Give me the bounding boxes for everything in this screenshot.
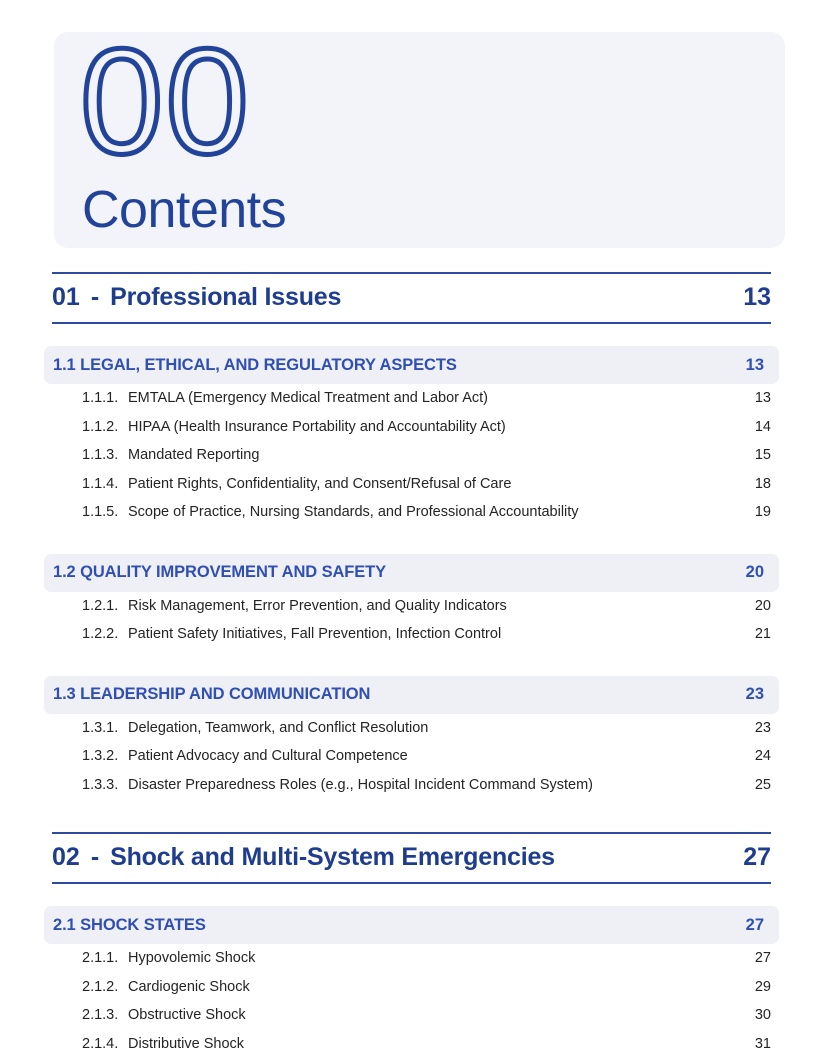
- subsection-row[interactable]: [82, 470, 771, 499]
- section-group: [0, 676, 823, 805]
- subsection-number: 1.1.2.: [82, 418, 119, 435]
- section-title: 2.1 SHOCK STATES: [53, 915, 206, 934]
- chapter-number: 02: [52, 843, 80, 871]
- subsection-list: [0, 714, 823, 800]
- subsection-title: Cardiogenic Shock: [128, 978, 250, 995]
- subsection-page-number: 21: [754, 626, 771, 642]
- subsection-number: 1.3.3.: [82, 776, 119, 793]
- section-page-number: 13: [745, 355, 764, 374]
- subsection-title: Delegation, Teamwork, and Conflict Resolution: [128, 719, 429, 736]
- subsection-title: HIPAA (Health Insurance Portability and Accountability Act): [128, 418, 506, 435]
- section-group: [0, 554, 823, 654]
- subsection-title: Disaster Preparedness Roles (e.g., Hospital Incident Command System): [128, 776, 593, 793]
- subsection-row[interactable]: [82, 1001, 771, 1030]
- subsection-title: Obstructive Shock: [128, 1007, 246, 1023]
- chapter-row[interactable]: [52, 832, 771, 884]
- subsection-row[interactable]: [82, 592, 771, 621]
- contents-hero-banner: [54, 17, 785, 248]
- subsection-title: Distributive Shock: [128, 1035, 245, 1052]
- chapter-title: Shock and Multi-System Emergencies: [110, 843, 555, 871]
- subsection-title: Patient Safety Initiatives, Fall Prevention, Infection Control: [128, 626, 502, 642]
- chapter-dash: -: [90, 283, 100, 311]
- subsection-page-number: 20: [754, 597, 771, 614]
- subsection-row[interactable]: [82, 413, 771, 442]
- section-header-row[interactable]: [44, 554, 779, 592]
- chapter-page-number: 27: [743, 843, 771, 871]
- subsection-number: 2.1.4.: [82, 1035, 119, 1052]
- section-page-number: 27: [745, 915, 764, 934]
- subsection-title: Patient Advocacy and Cultural Competence: [128, 748, 408, 764]
- subsection-number: 1.1.5.: [82, 504, 119, 520]
- subsection-number: 1.1.3.: [82, 447, 119, 463]
- chapter-label: [52, 283, 341, 312]
- subsection-page-number: 14: [754, 418, 771, 435]
- section-page-number: 20: [745, 563, 764, 581]
- subsection-page-number: 25: [754, 776, 771, 793]
- subsection-row[interactable]: [82, 384, 771, 413]
- section-page-number: 23: [745, 685, 764, 703]
- subsection-page-number: 31: [754, 1035, 771, 1052]
- subsection-number: 2.1.2.: [82, 978, 119, 995]
- section-group: [0, 346, 823, 532]
- subsection-row[interactable]: [82, 498, 771, 527]
- section-title: 1.3 LEADERSHIP AND COMMUNICATION: [53, 685, 371, 703]
- subsection-list: [0, 384, 823, 527]
- subsection-page-number: 18: [754, 475, 771, 492]
- subsection-page-number: 13: [754, 390, 771, 406]
- subsection-list: [0, 592, 823, 649]
- chapter-number: 01: [52, 283, 80, 311]
- subsection-page-number: 19: [754, 504, 771, 520]
- subsection-page-number: 27: [754, 950, 771, 966]
- subsection-list: [0, 944, 823, 1058]
- section-group: [0, 906, 823, 1063]
- section-header-row[interactable]: [44, 906, 779, 944]
- subsection-row[interactable]: [82, 973, 771, 1002]
- subsection-page-number: 15: [754, 447, 771, 463]
- subsection-number: 1.3.2.: [82, 748, 119, 764]
- subsection-number: 2.1.3.: [82, 1007, 119, 1023]
- chapter-label: [52, 843, 555, 872]
- chapter-title: Professional Issues: [110, 283, 342, 311]
- subsection-title: Mandated Reporting: [128, 447, 260, 463]
- page-title: Contents: [82, 181, 287, 239]
- subsection-row[interactable]: [82, 441, 771, 470]
- subsection-number: 1.3.1.: [82, 719, 119, 736]
- subsection-row[interactable]: [82, 771, 771, 800]
- chapter-block: [0, 832, 823, 1063]
- subsection-page-number: 29: [754, 978, 771, 995]
- subsection-title: Scope of Practice, Nursing Standards, and Professional Accountability: [128, 504, 579, 520]
- subsection-title: Hypovolemic Shock: [128, 950, 256, 966]
- subsection-number: 1.2.2.: [82, 626, 119, 642]
- subsection-title: Risk Management, Error Prevention, and Quality Indicators: [128, 597, 507, 614]
- subsection-number: 1.1.1.: [82, 390, 119, 406]
- subsection-number: 1.1.4.: [82, 475, 119, 492]
- subsection-page-number: 30: [754, 1007, 771, 1023]
- toc-list: [0, 272, 823, 1063]
- subsection-row[interactable]: [82, 742, 771, 771]
- subsection-number: 2.1.1.: [82, 950, 119, 966]
- subsection-number: 1.2.1.: [82, 597, 119, 614]
- chapter-row[interactable]: [52, 272, 771, 324]
- subsection-title: Patient Rights, Confidentiality, and Consent/Refusal of Care: [128, 475, 512, 492]
- section-title: 1.1 LEGAL, ETHICAL, AND REGULATORY ASPECTS: [53, 355, 457, 374]
- section-header-row[interactable]: [44, 676, 779, 714]
- subsection-page-number: 23: [754, 719, 771, 736]
- chapter-dash: -: [90, 843, 100, 871]
- subsection-row[interactable]: [82, 1030, 771, 1059]
- section-title: 1.2 QUALITY IMPROVEMENT AND SAFETY: [53, 563, 387, 581]
- subsection-row[interactable]: [82, 944, 771, 973]
- hero-chapter-number: 00: [80, 17, 251, 185]
- subsection-page-number: 24: [754, 748, 771, 764]
- chapter-page-number: 13: [743, 283, 771, 311]
- subsection-row[interactable]: [82, 714, 771, 743]
- subsection-row[interactable]: [82, 620, 771, 649]
- subsection-title: EMTALA (Emergency Medical Treatment and Labor Act): [128, 390, 488, 406]
- chapter-block: [0, 272, 823, 804]
- section-header-row[interactable]: [44, 346, 779, 384]
